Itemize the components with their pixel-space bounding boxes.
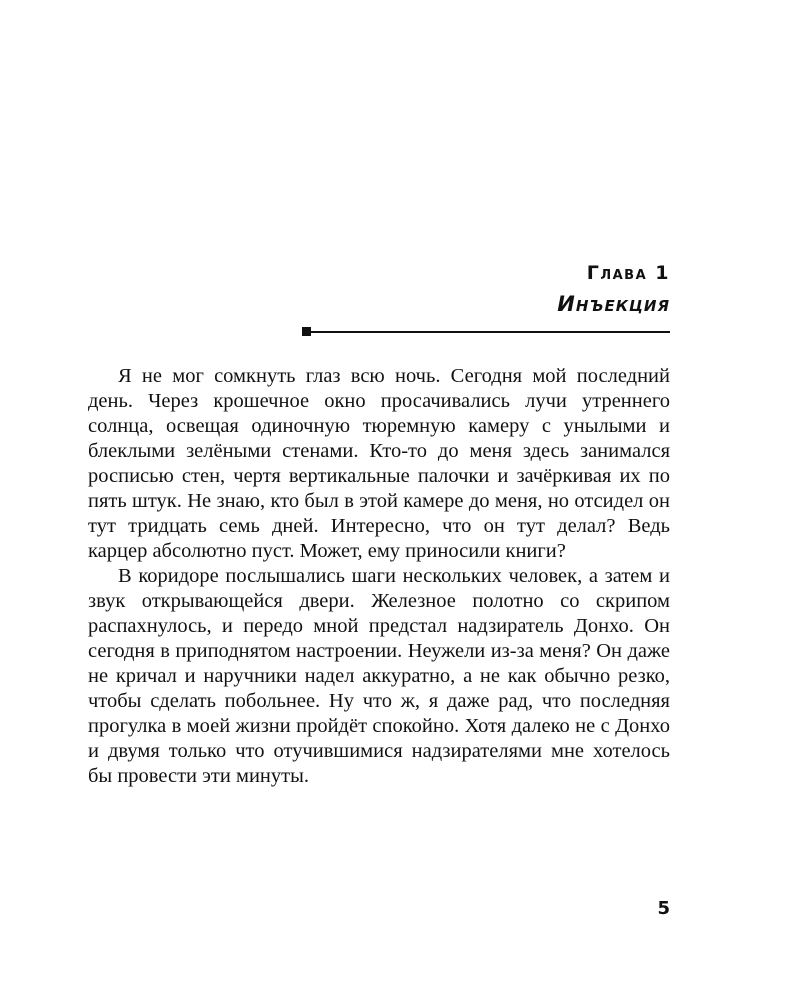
body-text [88,364,670,789]
page-number: 5 [657,898,670,919]
chapter-title: Инъекция [557,292,670,316]
divider-line [311,331,670,333]
paragraph: Я не мог сомкнуть глаз всю ночь. Сегодня мой последний день. Через крошечное окно просачивались лучи утреннего солнца, освещая одиночную тюремную камеру с унылыми и блеклыми зелёными стенами. Кто-то до меня здесь занимался росписью стен, чертя вертикальные палочки и зачёркивая их по пять штук. Не знаю, кто был в этой камере до меня, но отсидел он тут тридцать семь дней. Интересно, что он тут делал? Ведь карцер абсолютно пуст. Может, ему приносили книги? [88,365,670,562]
divider-square-ornament [302,327,311,336]
chapter-label: Глава 1 [586,262,670,284]
paragraph: В коридоре послышались шаги нескольких человек, а затем и звук открывающейся двери. Железное полотно со скрипом распахнулось, и передо мной предстал надзиратель Донхо. Он сегодня в приподнятом настроении. Неужели из-за меня? Он даже не кричал и наручники надел аккуратно, а не как обычно резко, чтобы сделать побольнее. Ну что ж, я даже рад, что последняя прогулка в моей жизни пройдёт спокойно. Хотя далеко не с Донхо и двумя только что отучившимися надзирателями мне хотелось бы провести эти минуты. [88,565,670,787]
chapter-divider [302,327,670,337]
